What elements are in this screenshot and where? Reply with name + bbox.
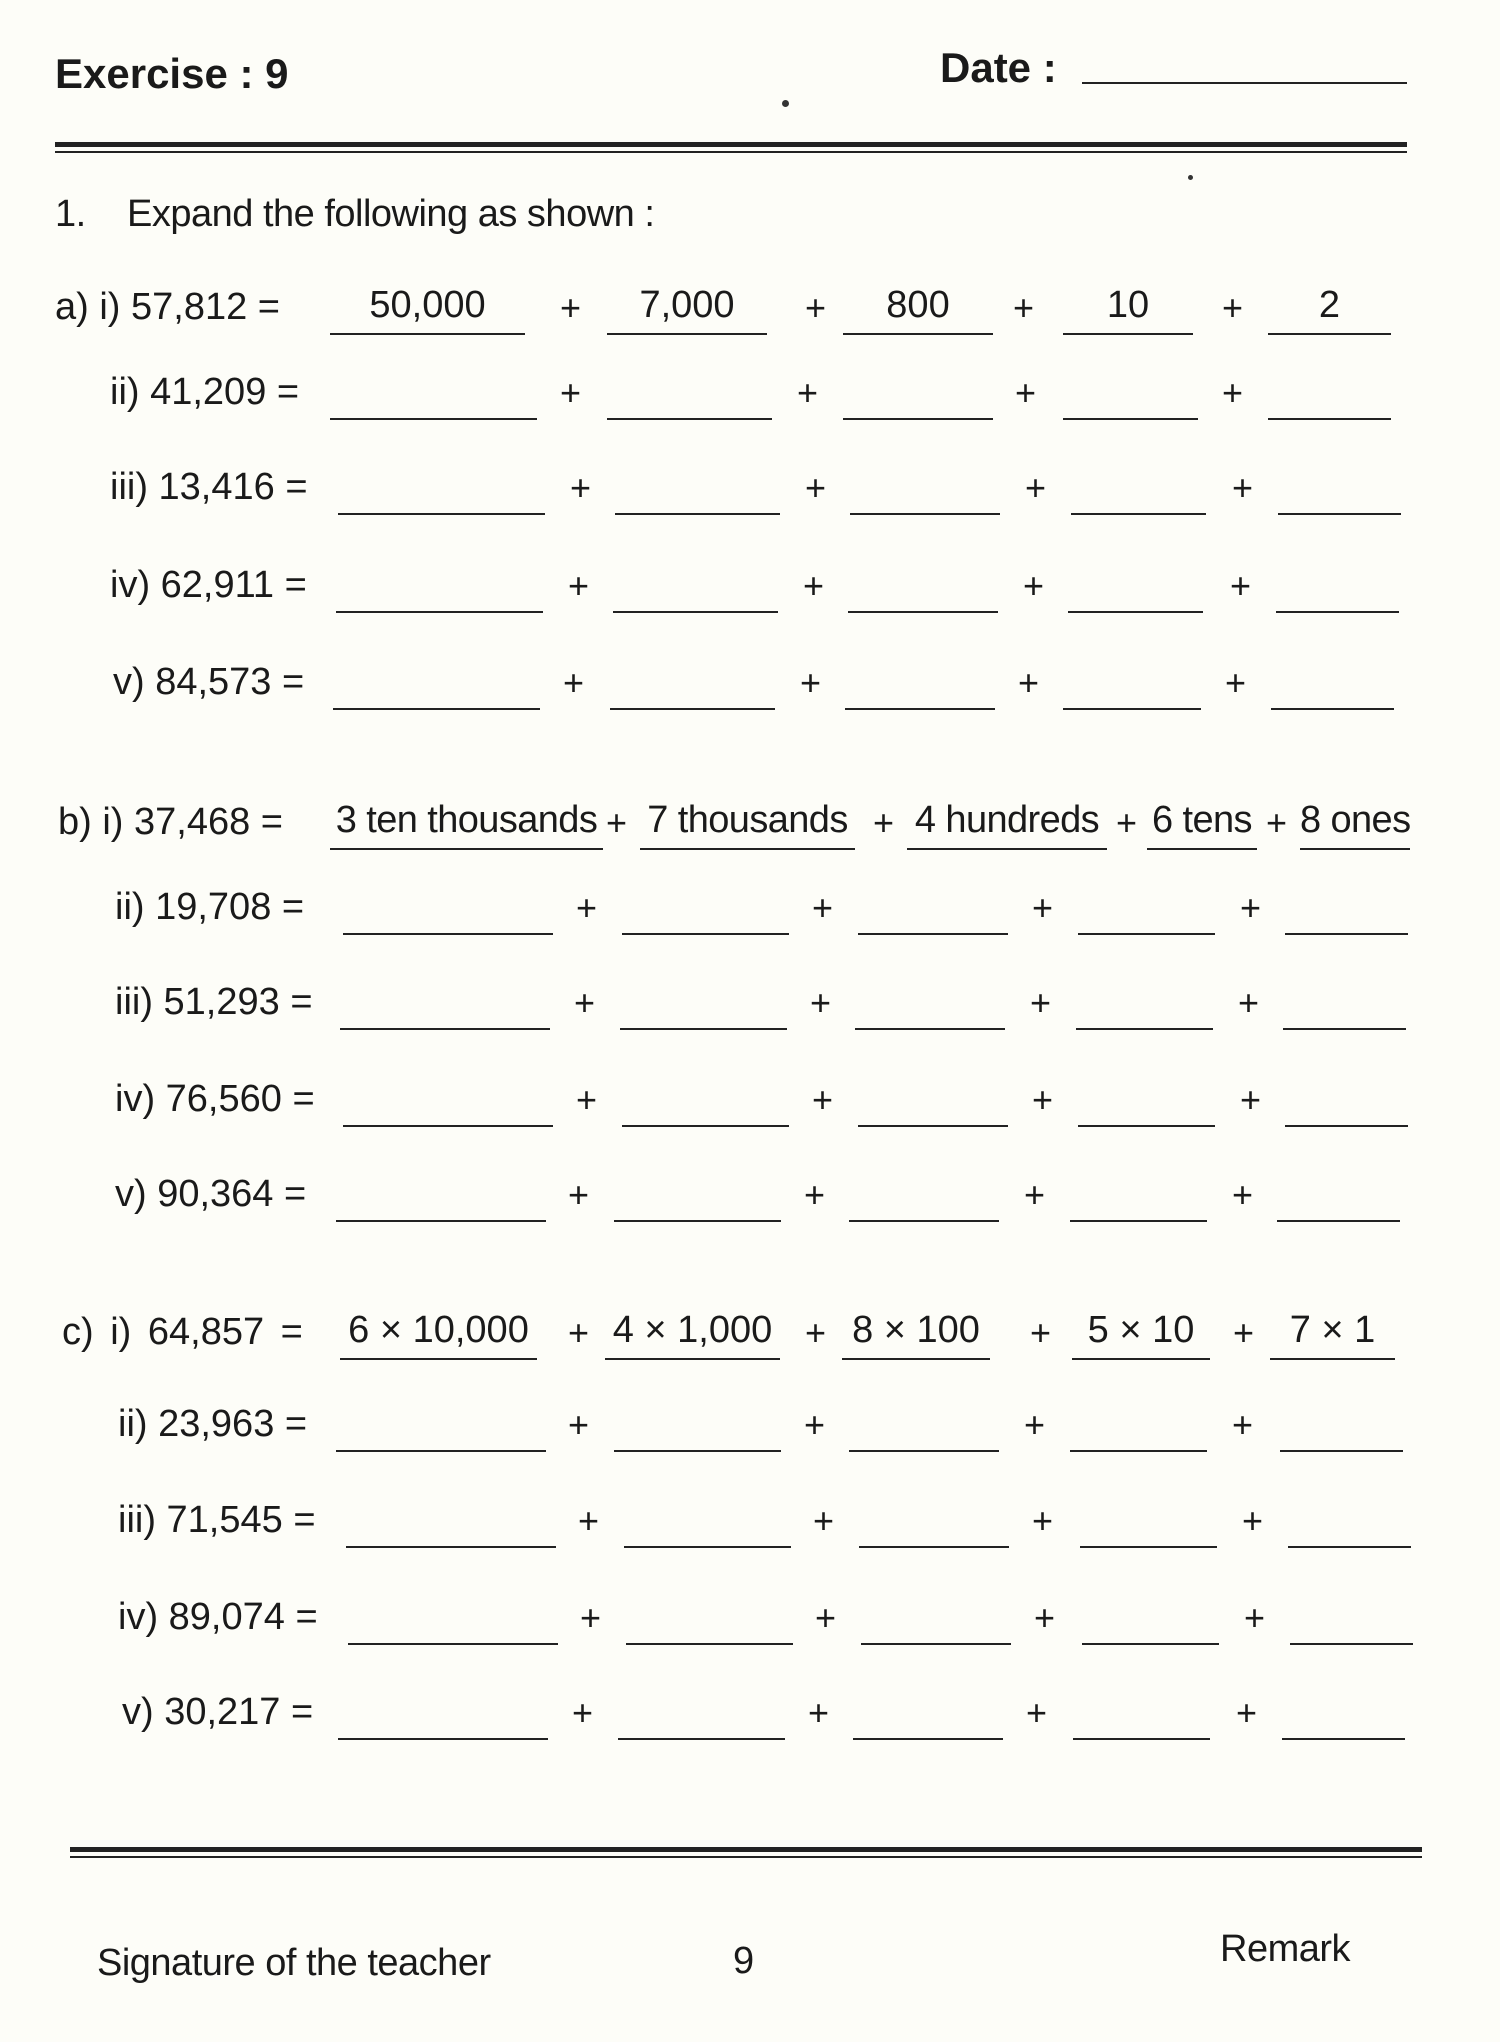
answer-blank-2[interactable] bbox=[614, 1170, 781, 1222]
plus-sign: + bbox=[568, 565, 590, 606]
plus-sign: + bbox=[1233, 1312, 1255, 1353]
answer-blank-2[interactable] bbox=[614, 1400, 781, 1452]
answer-blank-2[interactable] bbox=[613, 561, 778, 613]
answer-blank-1[interactable] bbox=[346, 1496, 556, 1548]
answer-blank-2[interactable] bbox=[607, 368, 772, 420]
answer-blank-3[interactable] bbox=[858, 1075, 1008, 1127]
answer-blank-2[interactable] bbox=[618, 1688, 785, 1740]
answer-blank-5[interactable] bbox=[1283, 978, 1406, 1030]
row-label: iv) 76,560 = bbox=[115, 1078, 315, 1120]
answer-blank-5[interactable] bbox=[1268, 368, 1391, 420]
answer-blank-3[interactable] bbox=[849, 1170, 999, 1222]
plus-sign: + bbox=[1232, 467, 1254, 508]
row-c-4 bbox=[0, 1585, 1500, 1645]
plus-sign: + bbox=[1240, 1079, 1262, 1120]
answer-blank-3[interactable] bbox=[850, 463, 1000, 515]
plus-sign: + bbox=[805, 1312, 827, 1353]
plus-sign: + bbox=[1032, 1079, 1054, 1120]
row-label: ii) 23,963 = bbox=[118, 1403, 308, 1445]
plus-sign: + bbox=[568, 1174, 590, 1215]
plus-sign: + bbox=[1266, 802, 1288, 843]
answer-blank-1[interactable] bbox=[338, 463, 545, 515]
row-b-3 bbox=[0, 970, 1500, 1030]
row-c-1 bbox=[0, 1300, 1500, 1360]
plus-sign: + bbox=[805, 467, 827, 508]
row-c-2 bbox=[0, 1392, 1500, 1452]
answer-blank-5[interactable] bbox=[1277, 1170, 1400, 1222]
answer-blank-1[interactable]: 3 ten thousands bbox=[330, 798, 603, 850]
row-a-3 bbox=[0, 455, 1500, 515]
row-label: v) 84,573 = bbox=[113, 661, 305, 703]
date-label: Date : bbox=[940, 44, 1057, 91]
question-1 bbox=[55, 193, 654, 236]
plus-sign: + bbox=[1222, 372, 1244, 413]
answer-blank-3[interactable] bbox=[849, 1400, 999, 1452]
answer-blank-3[interactable] bbox=[859, 1496, 1009, 1548]
answer-blank-1[interactable]: 50,000 bbox=[330, 283, 525, 335]
answer-blank-4[interactable] bbox=[1073, 1688, 1210, 1740]
plus-sign: + bbox=[808, 1692, 830, 1733]
row-b-5 bbox=[0, 1162, 1500, 1222]
answer-blank-1[interactable] bbox=[336, 1400, 546, 1452]
row-c-5 bbox=[0, 1680, 1500, 1740]
answer-blank-1[interactable] bbox=[333, 658, 540, 710]
plus-sign: + bbox=[563, 662, 585, 703]
plus-sign: + bbox=[578, 1500, 600, 1541]
answer-blank-5[interactable] bbox=[1276, 561, 1399, 613]
row-label: c) i) 64,857 = bbox=[62, 1311, 303, 1353]
answer-blank-2[interactable] bbox=[622, 883, 789, 935]
plus-sign: + bbox=[1034, 1597, 1056, 1638]
plus-sign: + bbox=[1015, 372, 1037, 413]
answer-blank-1[interactable] bbox=[340, 978, 550, 1030]
plus-sign: + bbox=[1025, 467, 1047, 508]
row-label: iv) 62,911 = bbox=[110, 564, 307, 606]
row-a-2 bbox=[0, 360, 1500, 420]
row-c-3 bbox=[0, 1488, 1500, 1548]
row-label: iii) 13,416 = bbox=[110, 466, 308, 508]
plus-sign: + bbox=[576, 1079, 598, 1120]
plus-sign: + bbox=[1023, 565, 1045, 606]
page-number: 9 bbox=[733, 1940, 755, 1982]
plus-sign: + bbox=[1116, 802, 1138, 843]
plus-sign: + bbox=[580, 1597, 602, 1638]
question-text: Expand the following as shown : bbox=[127, 193, 655, 235]
ink-speck bbox=[782, 100, 789, 107]
plus-sign: + bbox=[560, 372, 582, 413]
answer-blank-1[interactable]: 6 × 10,000 bbox=[340, 1308, 537, 1360]
answer-blank-3[interactable] bbox=[853, 1688, 1003, 1740]
plus-sign: + bbox=[1013, 287, 1035, 328]
top-divider bbox=[55, 142, 1407, 147]
answer-blank-5[interactable] bbox=[1290, 1593, 1413, 1645]
plus-sign: + bbox=[570, 467, 592, 508]
plus-sign: + bbox=[804, 1404, 826, 1445]
answer-blank-1[interactable] bbox=[343, 883, 553, 935]
row-b-2 bbox=[0, 875, 1500, 935]
answer-blank-2[interactable] bbox=[622, 1075, 789, 1127]
plus-sign: + bbox=[873, 802, 895, 843]
plus-sign: + bbox=[1024, 1174, 1046, 1215]
plus-sign: + bbox=[574, 982, 596, 1023]
row-label: v) 90,364 = bbox=[115, 1173, 307, 1215]
row-label: iii) 71,545 = bbox=[118, 1499, 316, 1541]
date-input-line[interactable] bbox=[1082, 82, 1407, 84]
bottom-divider bbox=[70, 1847, 1422, 1852]
plus-sign: + bbox=[1222, 287, 1244, 328]
plus-sign: + bbox=[812, 887, 834, 928]
answer-blank-3[interactable] bbox=[845, 658, 995, 710]
row-b-1 bbox=[0, 790, 1500, 850]
plus-sign: + bbox=[1244, 1597, 1266, 1638]
plus-sign: + bbox=[1030, 1312, 1052, 1353]
answer-blank-5[interactable] bbox=[1280, 1400, 1403, 1452]
answer-blank-4[interactable] bbox=[1076, 978, 1213, 1030]
row-label: ii) 41,209 = bbox=[110, 371, 300, 413]
answer-blank-1[interactable] bbox=[338, 1688, 548, 1740]
answer-blank-1[interactable] bbox=[330, 368, 537, 420]
plus-sign: + bbox=[1236, 1692, 1258, 1733]
plus-sign: + bbox=[805, 287, 827, 328]
ink-speck bbox=[1188, 175, 1193, 180]
answer-blank-5[interactable]: 2 bbox=[1268, 283, 1391, 335]
answer-blank-3[interactable]: 800 bbox=[843, 283, 993, 335]
answer-blank-2[interactable]: 4 × 1,000 bbox=[605, 1308, 780, 1360]
answer-blank-4[interactable] bbox=[1063, 658, 1201, 710]
answer-blank-3[interactable] bbox=[843, 368, 993, 420]
plus-sign: + bbox=[810, 982, 832, 1023]
answer-blank-1[interactable] bbox=[343, 1075, 553, 1127]
plus-sign: + bbox=[1238, 982, 1260, 1023]
answer-blank-1[interactable] bbox=[348, 1593, 558, 1645]
plus-sign: + bbox=[1018, 662, 1040, 703]
plus-sign: + bbox=[560, 287, 582, 328]
row-label: iii) 51,293 = bbox=[115, 981, 313, 1023]
plus-sign: + bbox=[815, 1597, 837, 1638]
plus-sign: + bbox=[1032, 887, 1054, 928]
answer-blank-4[interactable] bbox=[1070, 1400, 1207, 1452]
answer-blank-5[interactable] bbox=[1288, 1496, 1411, 1548]
answer-blank-3[interactable] bbox=[858, 883, 1008, 935]
row-label: b) i) 37,468 = bbox=[58, 801, 283, 843]
answer-blank-5[interactable] bbox=[1282, 1688, 1405, 1740]
plus-sign: + bbox=[1232, 1174, 1254, 1215]
plus-sign: + bbox=[1225, 662, 1247, 703]
answer-blank-4[interactable] bbox=[1068, 561, 1203, 613]
plus-sign: + bbox=[804, 1174, 826, 1215]
plus-sign: + bbox=[606, 802, 628, 843]
answer-blank-4[interactable]: 6 tens bbox=[1147, 798, 1257, 850]
answer-blank-4[interactable] bbox=[1071, 463, 1206, 515]
plus-sign: + bbox=[1232, 1404, 1254, 1445]
answer-blank-4[interactable] bbox=[1063, 368, 1198, 420]
row-b-4 bbox=[0, 1067, 1500, 1127]
answer-blank-5[interactable]: 7 × 1 bbox=[1270, 1308, 1395, 1360]
answer-blank-3[interactable] bbox=[848, 561, 998, 613]
answer-blank-5[interactable] bbox=[1285, 1075, 1408, 1127]
answer-blank-5[interactable] bbox=[1285, 883, 1408, 935]
answer-blank-5[interactable] bbox=[1278, 463, 1401, 515]
answer-blank-3[interactable]: 4 hundreds bbox=[907, 798, 1107, 850]
answer-blank-1[interactable] bbox=[336, 1170, 546, 1222]
row-a-5 bbox=[0, 650, 1500, 710]
answer-blank-4[interactable] bbox=[1078, 1075, 1215, 1127]
exercise-title: Exercise : 9 bbox=[55, 50, 289, 97]
plus-sign: + bbox=[572, 1692, 594, 1733]
teacher-signature-label: Signature of the teacher bbox=[97, 1942, 491, 1984]
plus-sign: + bbox=[800, 662, 822, 703]
row-label: v) 30,217 = bbox=[122, 1691, 314, 1733]
plus-sign: + bbox=[1030, 982, 1052, 1023]
answer-blank-3[interactable] bbox=[855, 978, 1005, 1030]
row-label: iv) 89,074 = bbox=[118, 1596, 318, 1638]
answer-blank-2[interactable]: 7 thousands bbox=[640, 798, 855, 850]
answer-blank-4[interactable]: 5 × 10 bbox=[1072, 1308, 1210, 1360]
answer-blank-2[interactable] bbox=[626, 1593, 793, 1645]
row-a-4 bbox=[0, 553, 1500, 613]
row-label: a) i) 57,812 = bbox=[55, 286, 280, 328]
answer-blank-3[interactable] bbox=[861, 1593, 1011, 1645]
answer-blank-4[interactable] bbox=[1080, 1496, 1217, 1548]
question-number: 1. bbox=[55, 193, 86, 235]
plus-sign: + bbox=[1242, 1500, 1264, 1541]
plus-sign: + bbox=[797, 372, 819, 413]
answer-blank-2[interactable] bbox=[620, 978, 787, 1030]
plus-sign: + bbox=[803, 565, 825, 606]
answer-blank-2[interactable] bbox=[610, 658, 775, 710]
answer-blank-2[interactable] bbox=[615, 463, 780, 515]
plus-sign: + bbox=[576, 887, 598, 928]
plus-sign: + bbox=[1024, 1404, 1046, 1445]
answer-blank-3[interactable]: 8 × 100 bbox=[842, 1308, 990, 1360]
plus-sign: + bbox=[1026, 1692, 1048, 1733]
answer-blank-1[interactable] bbox=[336, 561, 543, 613]
plus-sign: + bbox=[1230, 565, 1252, 606]
plus-sign: + bbox=[813, 1500, 835, 1541]
answer-blank-2[interactable]: 7,000 bbox=[607, 283, 767, 335]
plus-sign: + bbox=[568, 1312, 590, 1353]
answer-blank-4[interactable] bbox=[1082, 1593, 1219, 1645]
answer-blank-4[interactable] bbox=[1078, 883, 1215, 935]
plus-sign: + bbox=[568, 1404, 590, 1445]
answer-blank-4[interactable] bbox=[1070, 1170, 1207, 1222]
answer-blank-4[interactable]: 10 bbox=[1063, 283, 1193, 335]
remark-label: Remark bbox=[1220, 1928, 1351, 1970]
answer-blank-2[interactable] bbox=[624, 1496, 791, 1548]
answer-blank-5[interactable] bbox=[1271, 658, 1394, 710]
answer-blank-5[interactable]: 8 ones bbox=[1300, 798, 1410, 850]
plus-sign: + bbox=[1032, 1500, 1054, 1541]
plus-sign: + bbox=[1240, 887, 1262, 928]
row-a-1 bbox=[0, 275, 1500, 335]
row-label: ii) 19,708 = bbox=[115, 886, 305, 928]
plus-sign: + bbox=[812, 1079, 834, 1120]
